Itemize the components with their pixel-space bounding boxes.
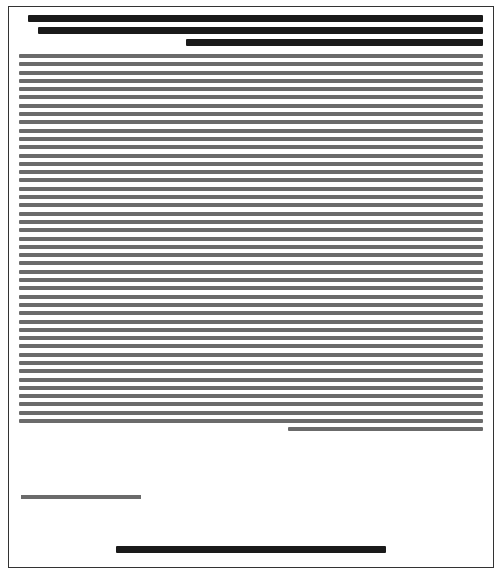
notice-body <box>19 54 483 431</box>
notice-body-line <box>19 402 483 406</box>
notice-body-line <box>19 353 483 357</box>
notice-signature-line <box>116 546 386 553</box>
notice-body-line <box>19 178 483 182</box>
notice-body-line <box>19 62 483 66</box>
notice-body-line <box>19 237 483 241</box>
notice-body-line <box>19 203 483 207</box>
notice-body-line <box>19 162 483 166</box>
notice-body-line <box>19 112 483 116</box>
notice-body-line <box>19 129 483 133</box>
notice-body-line <box>19 145 483 149</box>
notice-body-line <box>19 187 483 191</box>
notice-body-line <box>19 137 483 141</box>
notice-title-block <box>19 15 483 46</box>
notice-body-line <box>19 170 483 174</box>
notice-body-line <box>19 411 483 415</box>
notice-body-line <box>19 286 483 290</box>
notice-body-line <box>19 311 483 315</box>
notice-title-line <box>38 27 483 34</box>
notice-body-line <box>19 79 483 83</box>
notice-body-line <box>19 228 483 232</box>
notice-body-line <box>19 95 483 99</box>
notice-body-line <box>19 369 483 373</box>
notice-body-line <box>19 104 483 108</box>
notice-body-line <box>19 361 483 365</box>
notice-body-line <box>19 336 483 340</box>
notice-body-line <box>19 212 483 216</box>
notice-body-line <box>19 261 483 265</box>
notice-body-line <box>19 328 483 332</box>
notice-body-line <box>19 303 483 307</box>
notice-body-line <box>288 427 483 431</box>
notice-body-line <box>19 154 483 158</box>
notice-body-line <box>19 278 483 282</box>
notice-body-line <box>19 386 483 390</box>
notice-body-line <box>19 270 483 274</box>
notice-body-line <box>19 253 483 257</box>
notice-body-line <box>19 378 483 382</box>
notice-body-line <box>19 419 483 423</box>
notice-body-line <box>19 195 483 199</box>
notice-body-line <box>19 54 483 58</box>
notice-body-line <box>19 245 483 249</box>
notice-body-line <box>19 71 483 75</box>
notice-body-line <box>19 295 483 299</box>
notice-signature <box>9 538 493 557</box>
notice-title-line <box>28 15 483 22</box>
notice-body-line <box>19 87 483 91</box>
notice-footer-note <box>21 495 141 499</box>
legal-notice <box>8 6 494 568</box>
notice-body-line <box>19 344 483 348</box>
notice-body-line <box>19 320 483 324</box>
notice-body-line <box>19 394 483 398</box>
notice-body-line <box>19 220 483 224</box>
notice-body-line <box>19 120 483 124</box>
notice-title-line <box>186 39 483 46</box>
